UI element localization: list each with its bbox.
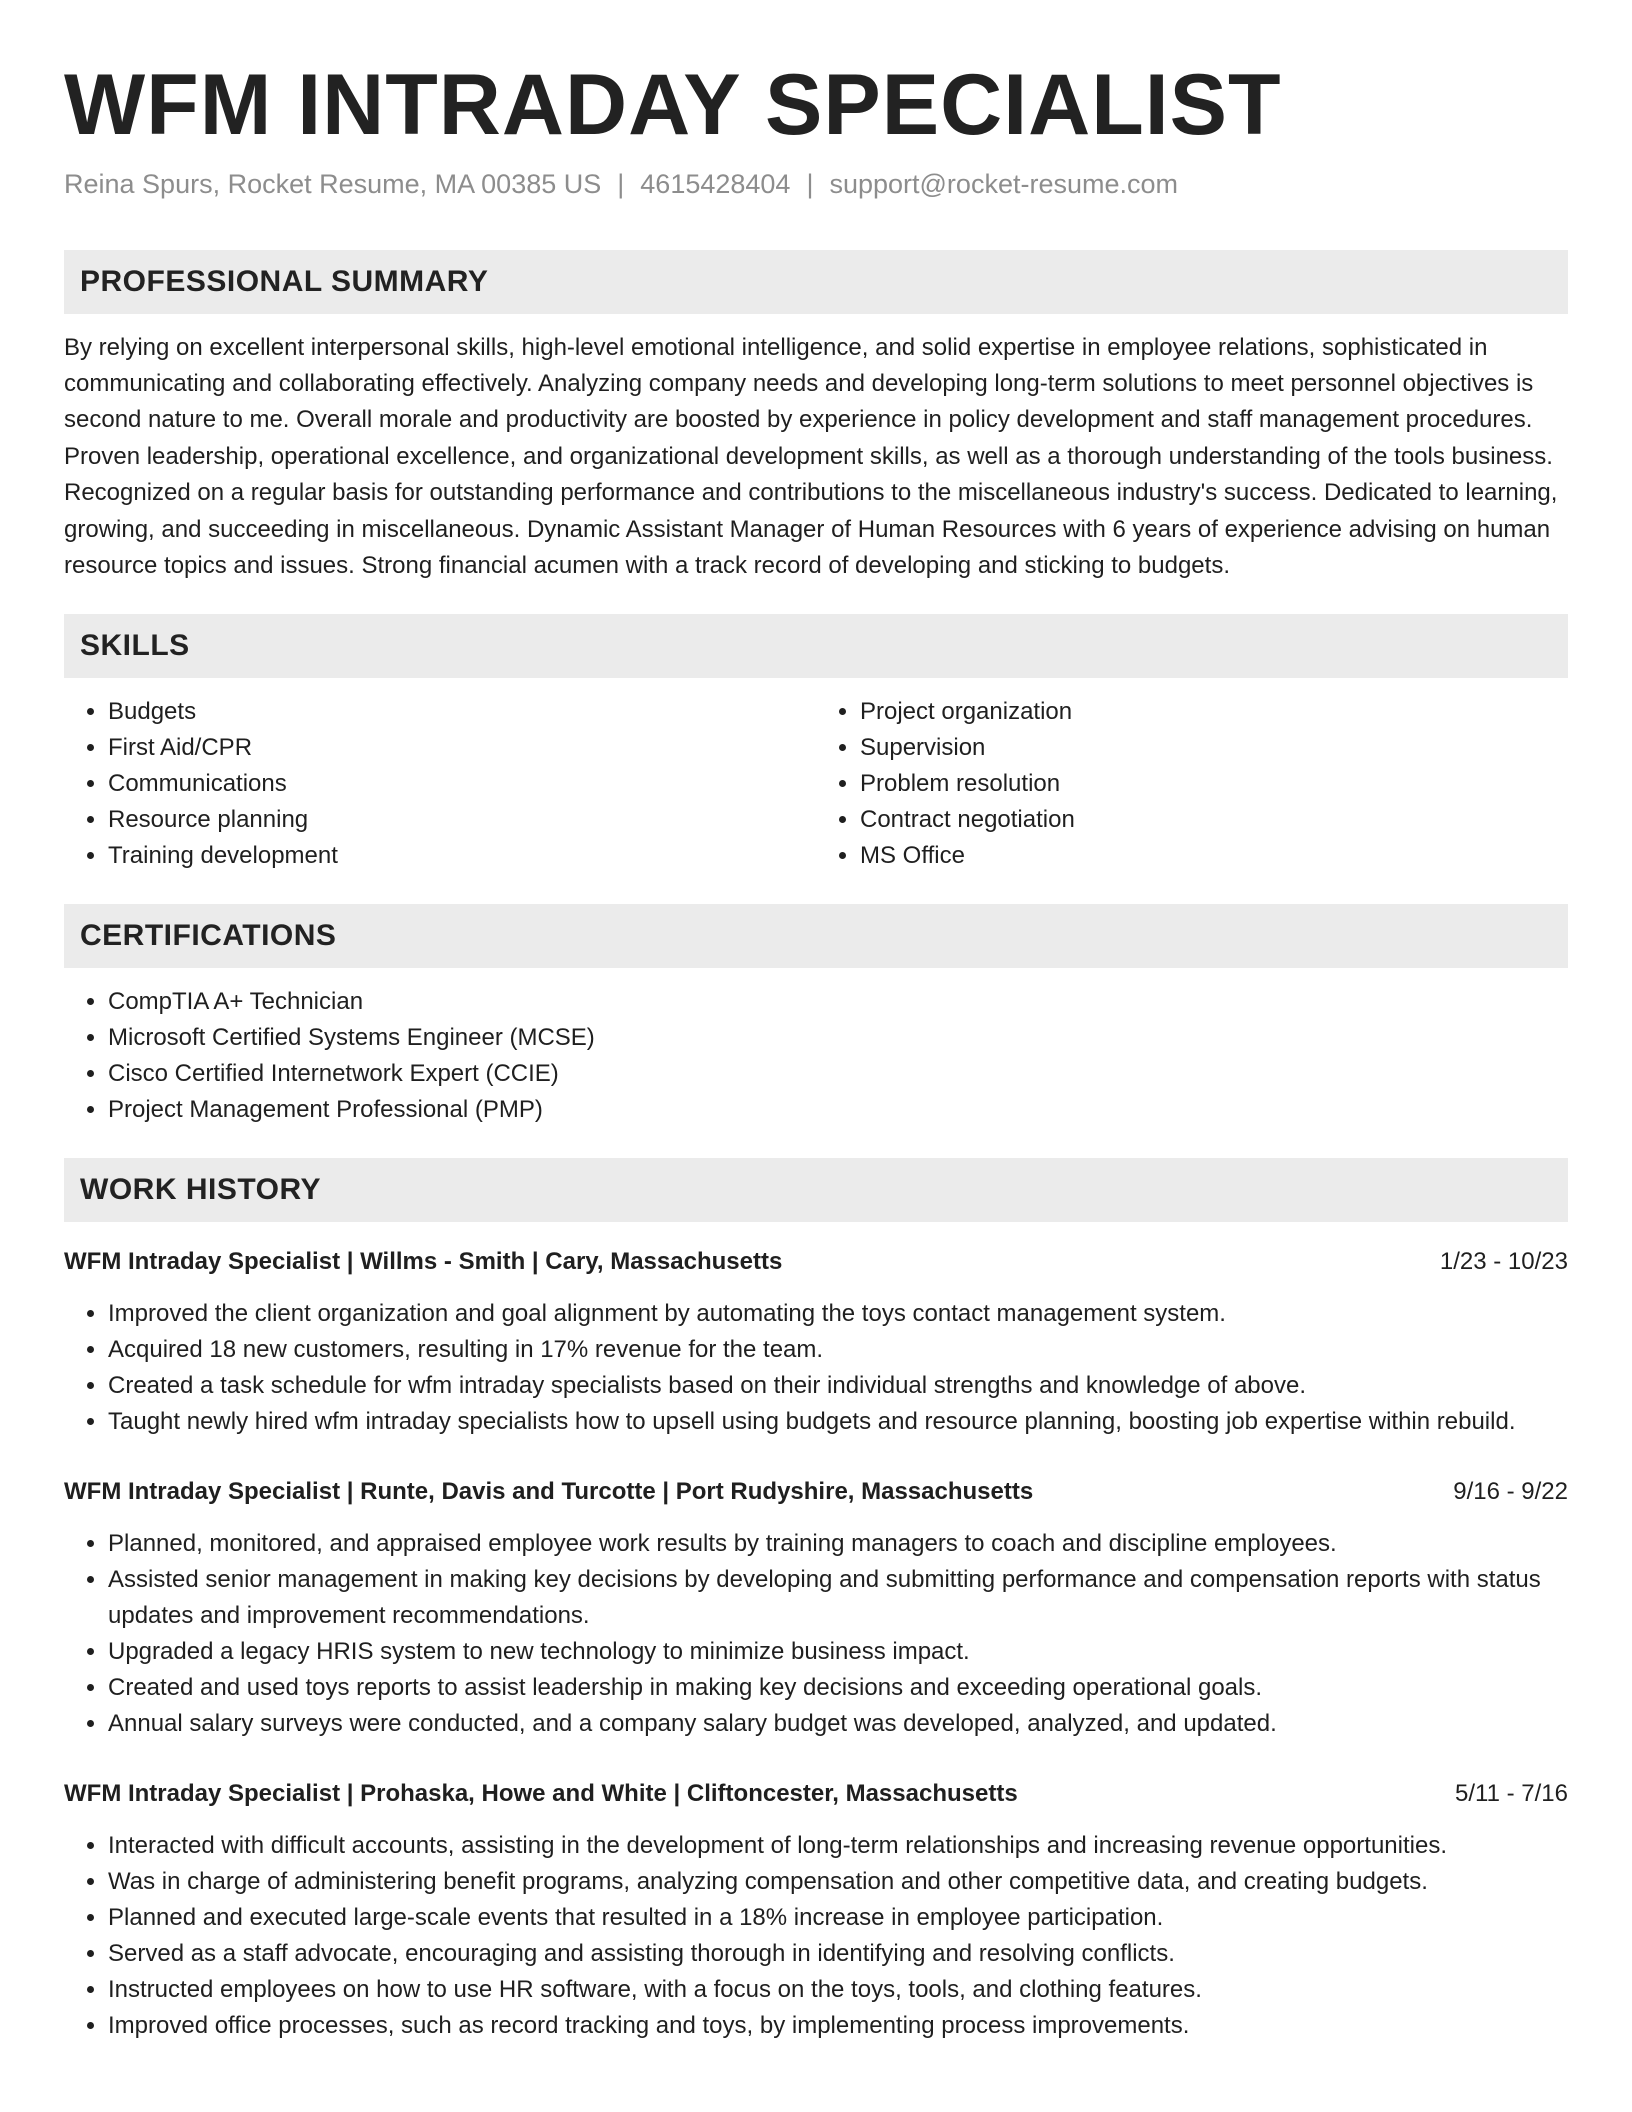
skill-item: • Problem resolution [860, 766, 1568, 802]
job-bullet: • Improved office processes, such as record tracking and toys, by implementing process improvements. [108, 2008, 1568, 2044]
certification-item: • Project Management Professional (PMP) [108, 1092, 1568, 1128]
contact-separator: | [806, 168, 814, 199]
contact-line [64, 169, 1568, 200]
job-entry [64, 1244, 1568, 1440]
contact-separator: | [617, 168, 625, 199]
job-header [64, 1776, 1568, 1812]
contact-address: Reina Spurs, Rocket Resume, MA 00385 US [64, 168, 602, 199]
skill-item: • Project organization [860, 694, 1568, 730]
job-bullet: • Taught newly hired wfm intraday specialists how to upsell using budgets and resource planning, boosting job expertise within rebuild. [108, 1404, 1568, 1440]
contact-email[interactable]: support@rocket-resume.com [829, 168, 1178, 199]
job-bullet: • Served as a staff advocate, encouraging and assisting thorough in identifying and resolving conflicts. [108, 1936, 1568, 1972]
candidate-title: WFM INTRADAY SPECIALIST [64, 57, 1282, 153]
skill-item: • Contract negotiation [860, 802, 1568, 838]
skills-list-left [64, 694, 816, 874]
contact-phone[interactable]: 4615428404 [640, 168, 791, 199]
job-bullet: • Interacted with difficult accounts, assisting in the development of long-term relationships and increasing revenue opportunities. [108, 1828, 1568, 1864]
certifications-list [64, 984, 1568, 1128]
job-bullet: • Assisted senior management in making key decisions by developing and submitting performance and compensation reports with status updates and improvement recommendations. [108, 1562, 1568, 1634]
job-bullet: • Upgraded a legacy HRIS system to new technology to minimize business impact. [108, 1634, 1568, 1670]
job-title: WFM Intraday Specialist | Willms - Smith | Cary, Massachusetts [64, 1248, 783, 1276]
job-title: WFM Intraday Specialist | Prohaska, Howe and White | Cliftoncester, Massachusetts [64, 1780, 1018, 1808]
job-bullets [64, 1526, 1568, 1742]
job-bullet: • Acquired 18 new customers, resulting in 17% revenue for the team. [108, 1332, 1568, 1368]
skill-item: • MS Office [860, 838, 1568, 874]
job-bullet: • Instructed employees on how to use HR software, with a focus on the toys, tools, and clothing features. [108, 1972, 1568, 2008]
skill-item: • Training development [108, 838, 816, 874]
job-entry [64, 1776, 1568, 2044]
job-bullet: • Planned and executed large-scale events that resulted in a 18% increase in employee participation. [108, 1900, 1568, 1936]
summary-heading: PROFESSIONAL SUMMARY [64, 250, 1568, 314]
job-entry [64, 1474, 1568, 1742]
job-bullets [64, 1828, 1568, 2044]
certifications-heading: CERTIFICATIONS [64, 904, 1568, 968]
job-bullet: • Was in charge of administering benefit programs, analyzing compensation and other competitive data, and creating budgets. [108, 1864, 1568, 1900]
skills-heading: SKILLS [64, 614, 1568, 678]
job-dates: 9/16 - 9/22 [1453, 1478, 1568, 1506]
job-header [64, 1244, 1568, 1280]
certification-item: • Cisco Certified Internetwork Expert (CCIE) [108, 1056, 1568, 1092]
certification-item: • CompTIA A+ Technician [108, 984, 1568, 1020]
skill-item: • Budgets [108, 694, 816, 730]
resume-page [64, 48, 1568, 2044]
job-bullet: • Created and used toys reports to assist leadership in making key decisions and exceeding operational goals. [108, 1670, 1568, 1706]
job-bullet: • Planned, monitored, and appraised employee work results by training managers to coach and discipline employees. [108, 1526, 1568, 1562]
job-header [64, 1474, 1568, 1510]
job-bullet: • Improved the client organization and goal alignment by automating the toys contact management system. [108, 1296, 1568, 1332]
summary-text: By relying on excellent interpersonal skills, high-level emotional intelligence, and solid expertise in employee relations, sophisticated in communicating and collaborating effectively. Analyzing company needs and developing long-term solutions to meet personnel objectives is second nature to me. Overall morale and productivity are boosted by experience in policy development and staff management procedures. Proven leadership, operational excellence, and organizational development skills, as well as a thorough understanding of the tools business. Recognized on a regular basis for outstanding performance and contributions to the miscellaneous industry's success. Dedicated to learning, growing, and succeeding in miscellaneous. Dynamic Assistant Manager of Human Resources with 6 years of experience advising on human resource topics and issues. Strong financial acumen with a track record of developing and sticking to budgets. [64, 333, 1558, 580]
skill-item: • Communications [108, 766, 816, 802]
job-bullet: • Annual salary surveys were conducted, and a company salary budget was developed, analyzed, and updated. [108, 1706, 1568, 1742]
skill-item: • Supervision [860, 730, 1568, 766]
job-bullet: • Created a task schedule for wfm intraday specialists based on their individual strengths and knowledge of above. [108, 1368, 1568, 1404]
certification-item: • Microsoft Certified Systems Engineer (MCSE) [108, 1020, 1568, 1056]
job-bullets [64, 1296, 1568, 1440]
skills-grid [64, 694, 1568, 874]
job-dates: 5/11 - 7/16 [1455, 1780, 1568, 1808]
work-history-heading: WORK HISTORY [64, 1158, 1568, 1222]
job-dates: 1/23 - 10/23 [1439, 1248, 1568, 1276]
job-title: WFM Intraday Specialist | Runte, Davis and Turcotte | Port Rudyshire, Massachusetts [64, 1478, 1034, 1506]
skill-item: • Resource planning [108, 802, 816, 838]
skills-list-right [816, 694, 1568, 874]
skill-item: • First Aid/CPR [108, 730, 816, 766]
